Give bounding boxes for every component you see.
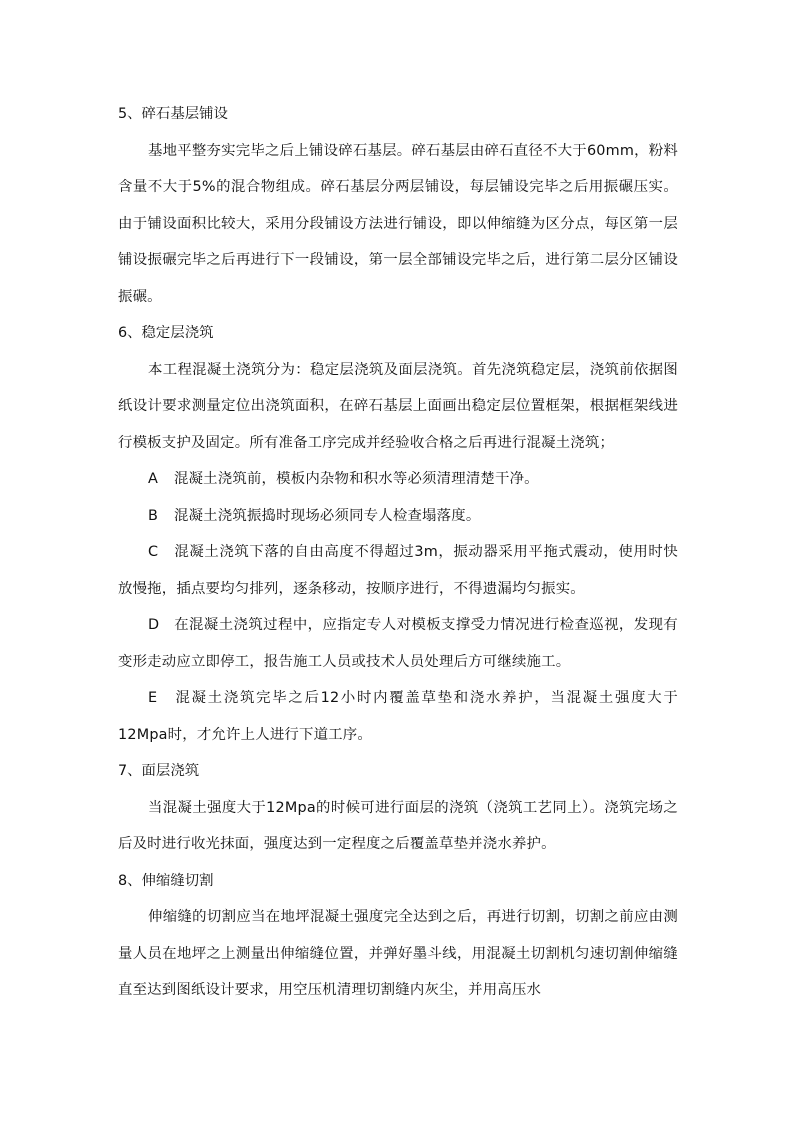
section-5	[118, 96, 678, 315]
item-text: 混凝土浇筑下落的自由高度不得超过3m，振动器采用平拖式震动，使用时快放慢拖，插点要均匀排列，逐条移动，按顺序进行，不得遗漏均匀振实。	[118, 544, 678, 597]
section-heading: 8、伸缩缝切割	[118, 872, 214, 889]
item-mark: B	[148, 507, 159, 524]
section-6	[118, 315, 678, 753]
list-item	[118, 534, 678, 607]
item-text: 在混凝土浇筑过程中，应指定专人对模板支撑受力情况进行检查巡视，发现有变形走动应立即停工，报告施工人员或技术人员处理后方可继续施工。	[118, 617, 678, 670]
list-item	[118, 461, 678, 498]
item-text: 混凝土浇筑前，模板内杂物和积水等必须清理清楚干净。	[174, 471, 539, 487]
paragraph: 基地平整夯实完毕之后上铺设碎石基层。碎石基层由碎石直径不大于60mm，粉料含量不大于5%的混合物组成。碎石基层分两层铺设，每层铺设完毕之后用振碾压实。由于铺设面积比较大，采用分段铺设方法进行铺设，即以伸缩缝为区分点，每区第一层铺设振碾完毕之后再进行下一段铺设，第一层全部铺设完毕之后，进行第二层分区铺设振碾。	[118, 142, 678, 305]
section-7	[118, 753, 678, 863]
section-heading: 6、稳定层浇筑	[118, 325, 214, 341]
section-heading: 7、面层浇筑	[118, 763, 200, 779]
document-body	[118, 96, 678, 1009]
item-mark: E	[148, 690, 158, 706]
item-text: 混凝土浇筑完毕之后12小时内覆盖草垫和浇水养护，当混凝土强度大于12Mpa时，才允许上人进行下道工序。	[118, 690, 678, 743]
list-item	[118, 680, 678, 753]
item-mark: D	[148, 617, 160, 633]
list-item	[118, 498, 678, 535]
section-heading: 5、碎石基层铺设	[118, 106, 228, 122]
list-item	[118, 607, 678, 680]
item-mark: A	[148, 471, 159, 487]
section-8	[118, 863, 678, 1009]
paragraph: 当混凝土强度大于12Mpa的时候可进行面层的浇筑（浇筑工艺同上）。浇筑完场之后及时进行收光抹面，强度达到一定程度之后覆盖草垫并浇水养护。	[118, 799, 678, 852]
paragraph: 伸缩缝的切割应当在地坪混凝土强度完全达到之后，再进行切割，切割之前应由测量人员在地坪之上测量出伸缩缝位置，并弹好墨斗线，用混凝土切割机匀速切割伸缩缝直至达到图纸设计要求，用空压机清理切割缝内灰尘，并用高压水	[118, 909, 678, 998]
item-mark: C	[148, 544, 159, 560]
paragraph: 本工程混凝土浇筑分为：稳定层浇筑及面层浇筑。首先浇筑稳定层，浇筑前依据图纸设计要求测量定位出浇筑面积，在碎石基层上面画出稳定层位置框架，根据框架线进行模板支护及固定。所有准备工序完成并经验收合格之后再进行混凝土浇筑；	[118, 361, 678, 451]
item-text: 混凝土浇筑振捣时现场必须同专人检查塌落度。	[174, 507, 481, 524]
